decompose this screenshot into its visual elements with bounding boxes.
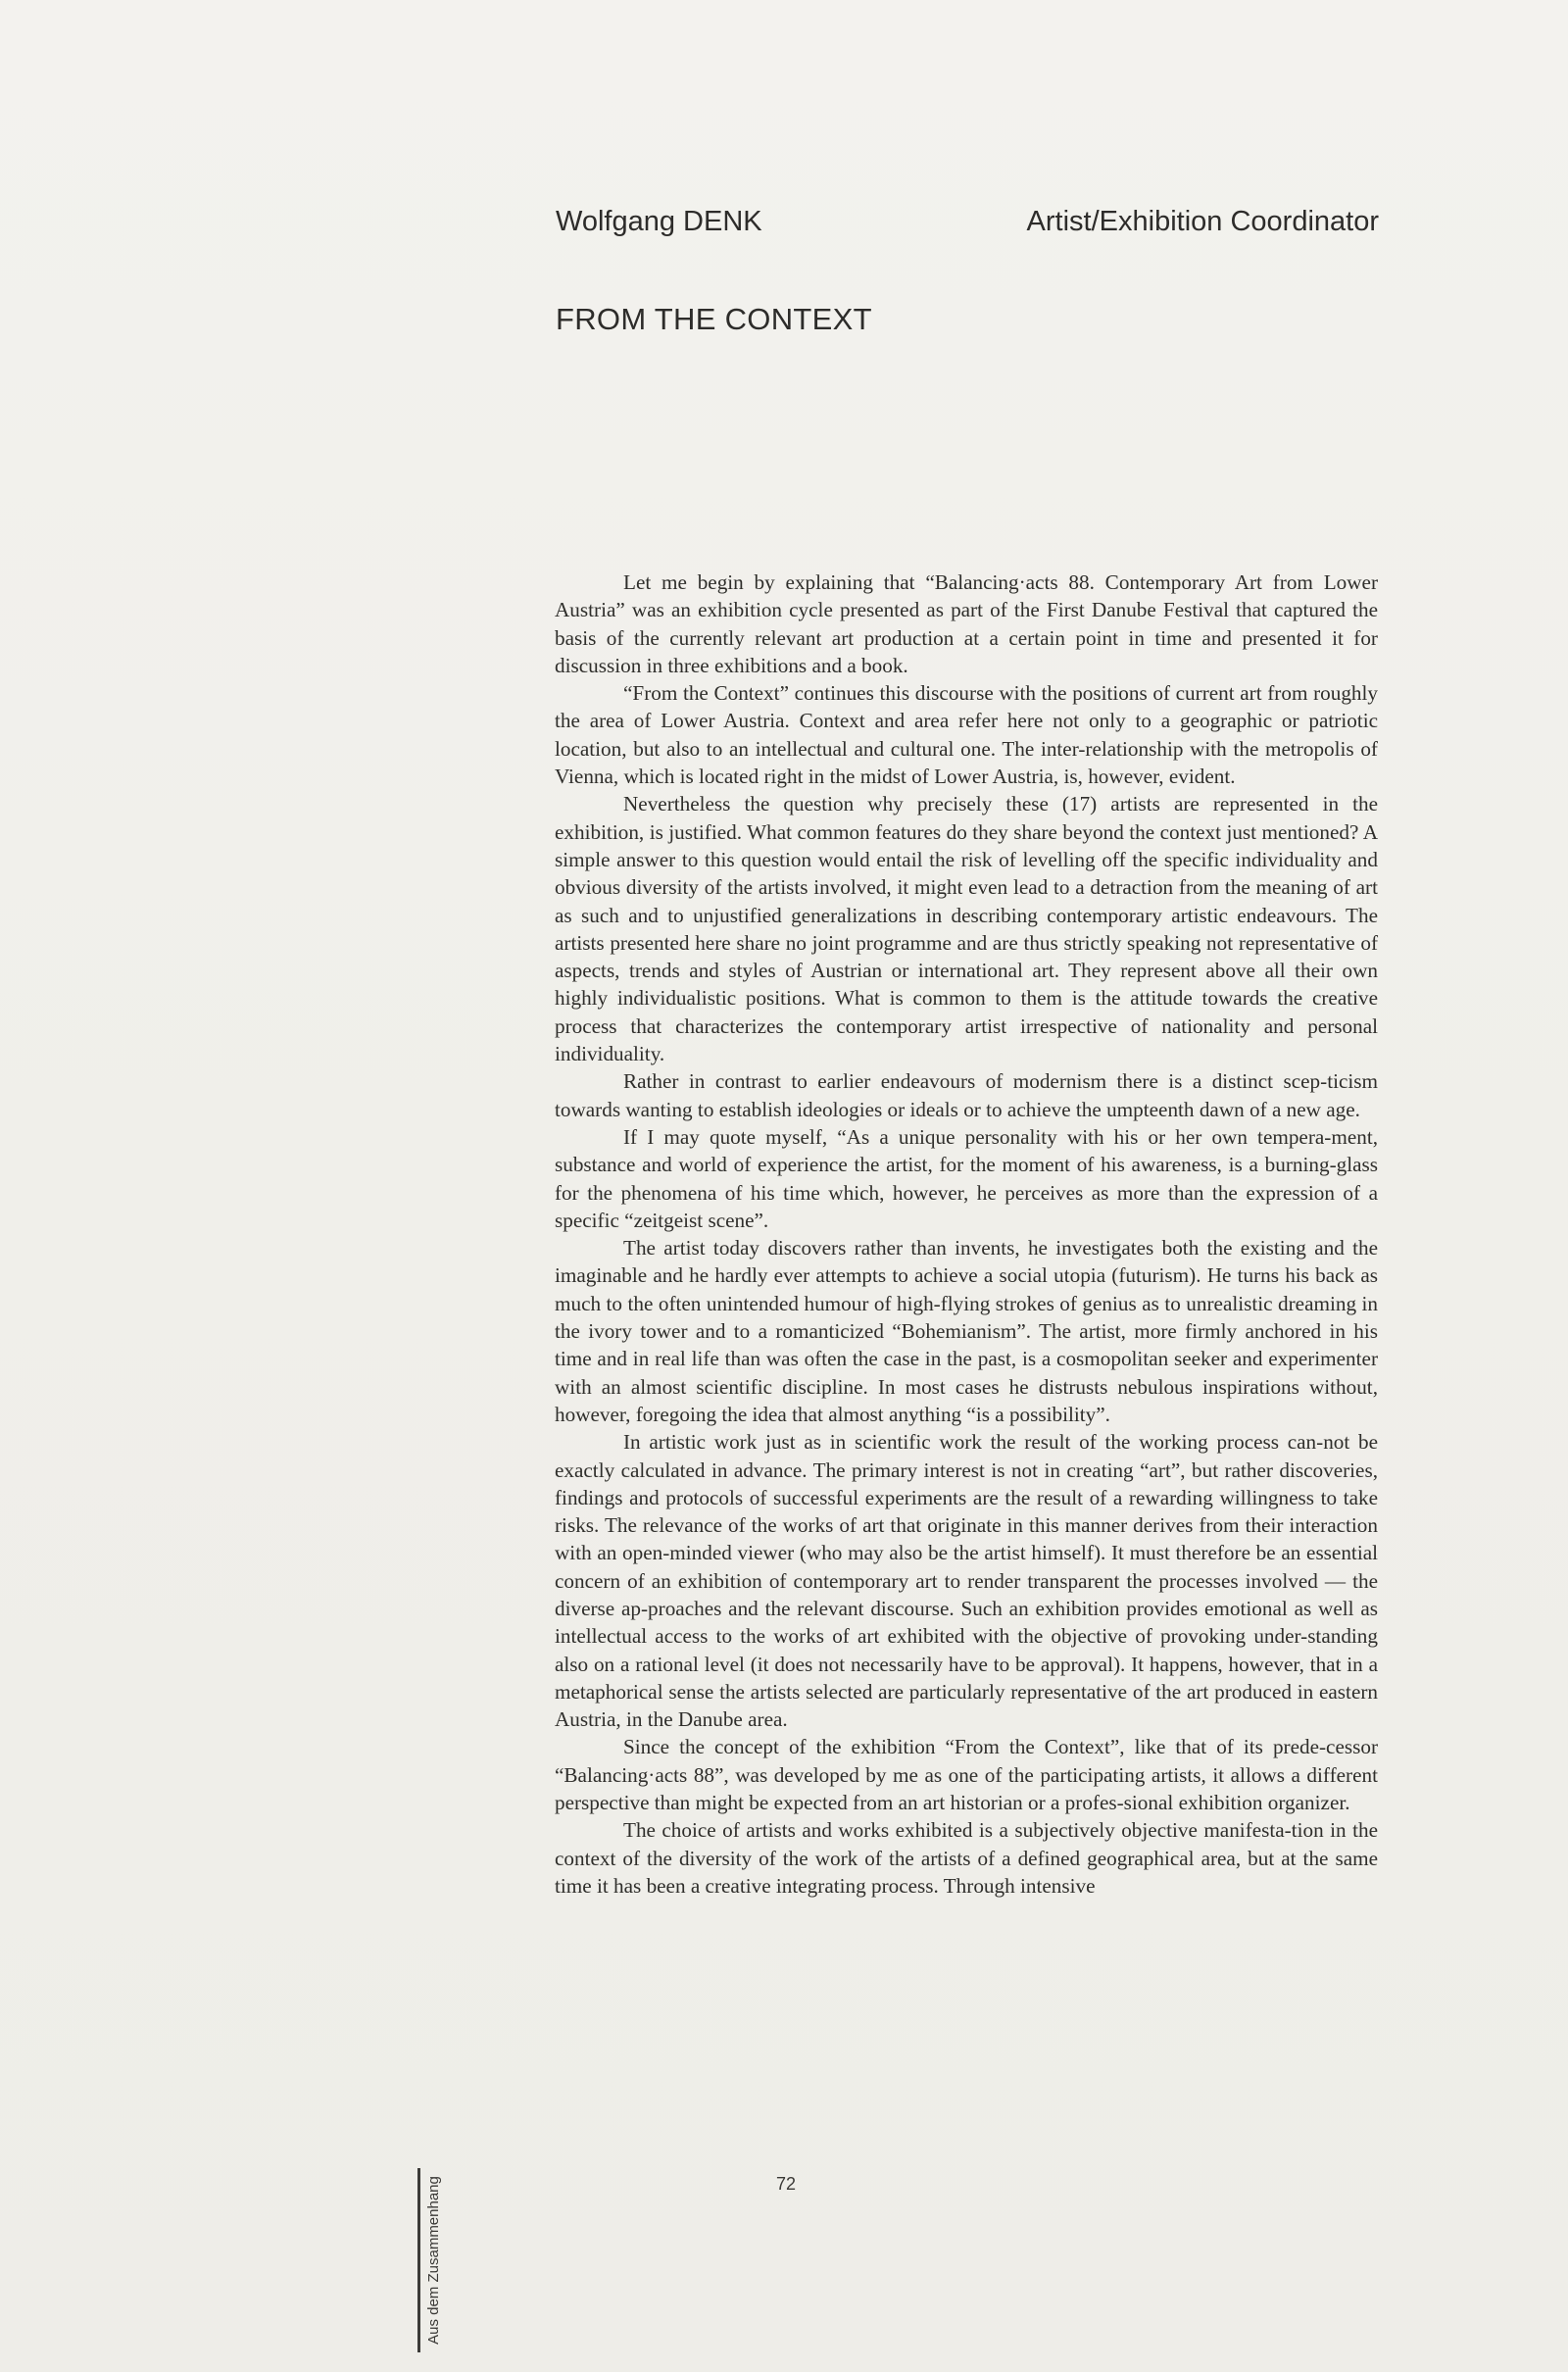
paragraph: Let me begin by explaining that “Balancing·acts 88. Contemporary Art from Lower Austria” was an exhibition cycle presented as part of the First Danube Festival that captured the basis of the currently relevant art production at a certain point in time and presented it for discussion in three exhibitions and a book. xyxy=(555,570,1378,677)
article-body xyxy=(555,568,1378,1900)
section-tab xyxy=(417,2168,441,2352)
paragraph: In artistic work just as in scientific work the result of the working process can-not be exactly calculated in advance. The primary interest is not in creating “art”, but rather discoveries, findings and protocols of successful experiments are the result of a rewarding willingness to take risks. The relevance of the works of art that originate in this manner derives from their interaction with an open-minded viewer (who may also be the artist himself). It must therefore be an essential concern of an exhibition of contemporary art to render transparent the processes involved — the diverse ap-proaches and the relevant discourse. Such an exhibition provides emotional as well as intellectual access to the works of art exhibited with the objective of provoking under-standing also on a rational level (it does not necessarily have to be approval). It happens, however, that in a metaphorical sense the artists selected are particularly representative of the art produced in eastern Austria, in the Danube area. xyxy=(555,1430,1378,1732)
author-name: Wolfgang DENK xyxy=(556,206,762,237)
paragraph: Nevertheless the question why precisely these (17) artists are represented in the exhibition, is justified. What common features do they share beyond the context just mentioned? A simple answer to this question would entail the risk of levelling off the specific individuality and obvious diversity of the artists involved, it might even lead to a detraction from the meaning of art as such and to unjustified generalizations in describing contemporary artistic endeavours. The artists presented here share no joint programme and are thus strictly speaking not representative of aspects, trends and styles of Austrian or international art. They represent above all their own highly individualistic positions. What is common to them is the attitude towards the creative process that characterizes the contemporary artist irrespective of nationality and personal individuality. xyxy=(555,792,1378,1066)
paragraph: Since the concept of the exhibition “From the Context”, like that of its prede-cessor “Balancing·acts 88”, was developed by me as one of the participating artists, it allows a different perspective than might be expected from an art historian or a profes-sional exhibition organizer. xyxy=(555,1735,1378,1815)
page-header xyxy=(556,206,1379,255)
author-role: Artist/Exhibition Coordinator xyxy=(1026,206,1379,237)
page-number: 72 xyxy=(775,2174,797,2194)
article-title: FROM THE CONTEXT xyxy=(556,302,872,336)
paragraph: Rather in contrast to earlier endeavours of modernism there is a distinct scep-ticism towards wanting to establish ideologies or ideals or to achieve the umpteenth dawn of a new age. xyxy=(555,1069,1378,1121)
paragraph: The artist today discovers rather than invents, he investigates both the existing and the imaginable and he hardly ever attempts to achieve a social utopia (futurism). He turns his back as much to the often unintended humour of high-flying strokes of genius as to unrealistic dreaming in the ivory tower and to a romanticized “Bohemianism”. The artist, more firmly anchored in his time and in real life than was often the case in the past, is a cosmopolitan seeker and experimenter with an almost scientific discipline. In most cases he distrusts nebulous inspirations without, however, foregoing the idea that almost anything “is a possibility”. xyxy=(555,1236,1378,1426)
paragraph: If I may quote myself, “As a unique personality with his or her own tempera-ment, substance and world of experience the artist, for the moment of his awareness, is a burning-glass for the phenomena of his time which, however, he perceives as more than the expression of a specific “zeitgeist scene”. xyxy=(555,1124,1378,1232)
section-tab-label: Aus dem Zusammenhang xyxy=(425,2176,442,2345)
paragraph: “From the Context” continues this discourse with the positions of current art from roughly the area of Lower Austria. Context and area refer here not only to a geographic or patriotic location, but also to an intellectual and cultural one. The inter-relationship with the metropolis of Vienna, which is located right in the midst of Lower Austria, is, however, evident. xyxy=(555,681,1378,789)
paragraph: The choice of artists and works exhibited is a subjectively objective manifesta-tion in the context of the diversity of the work of the artists of a defined geographical area, but at the same time it has been a creative integrating process. Through intensive xyxy=(555,1818,1378,1898)
